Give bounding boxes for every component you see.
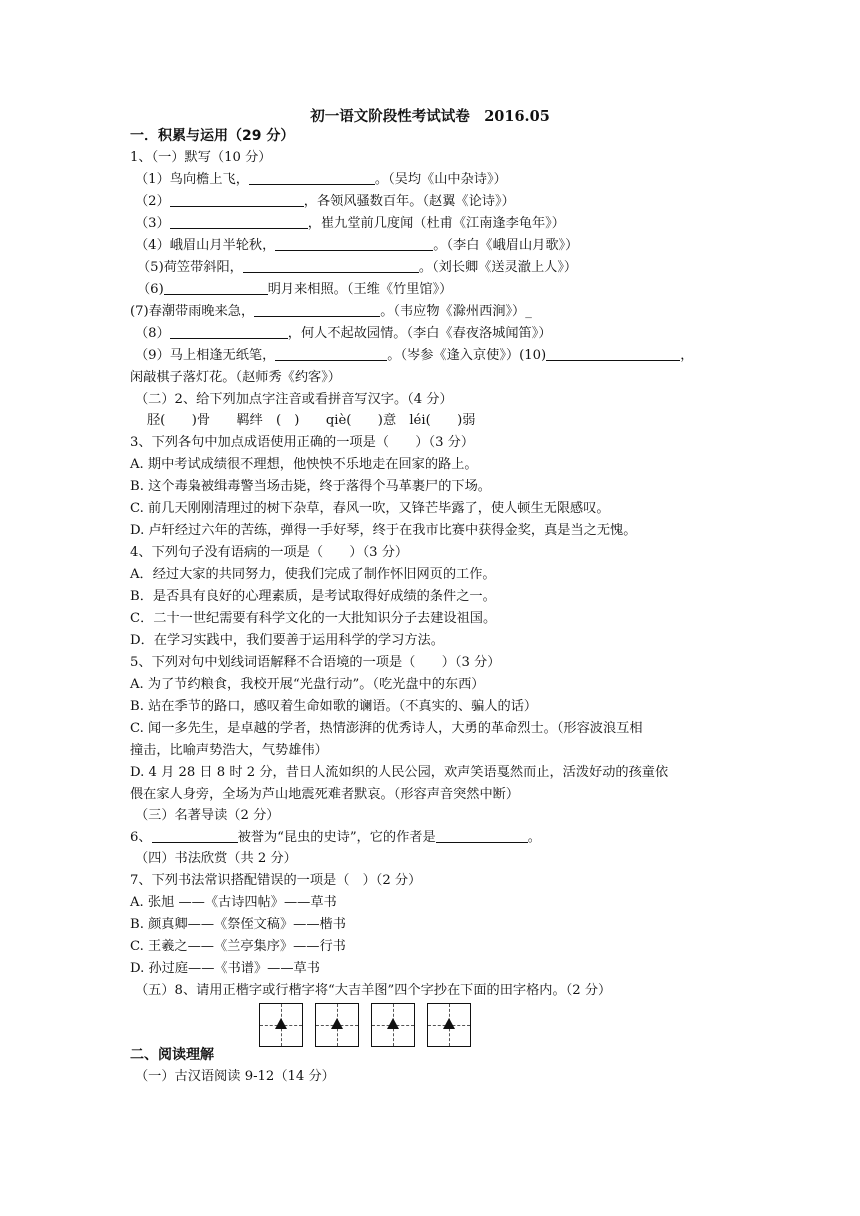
answer-blank[interactable] [254, 302, 380, 317]
q7-heading: 7、下列书法常识搭配错误的一项是（ ）（2 分） [130, 873, 422, 888]
option-a: A．经过大家的共同努力，使我们完成了制作怀旧网页的工作。 [130, 567, 496, 582]
q3-heading: 3、下列各句中加点成语使用正确的一项是（ ）（3 分） [130, 435, 475, 450]
q8-heading: （五）8、请用正楷字或行楷字将“大吉羊图”四个字抄在下面的田字格内。（2 分） [135, 983, 612, 998]
fill-line-2: （2） ，各领风骚数百年。（赵翼《论诗》） [135, 194, 515, 209]
option-b: B．是否具有良好的心理素质，是考试取得好成绩的条件之一。 [130, 589, 496, 604]
fill-line-q6: 6、 被誉为“昆虫的史诗”，它的作者是 。 [130, 830, 541, 845]
text-line: 闲敲棋子落灯花。（赵师秀《约客》） [130, 370, 341, 385]
option-b: B. 颜真卿——《祭侄文稿》——楷书 [130, 917, 346, 932]
fill-line-9: （9）马上相逢无纸笔， 。（岑参《逢入京使》）(10) ， [135, 348, 694, 363]
option-b: B. 这个毒枭被缉毒警当场击毙，终于落得个马革裹尸的下场。 [130, 479, 491, 494]
answer-blank[interactable] [275, 236, 433, 251]
answer-blank[interactable] [546, 346, 680, 361]
triangle-icon [331, 1018, 343, 1029]
q4-heading: 4、下列句子没有语病的一项是（ ）（3 分） [130, 545, 409, 560]
option-c: C. 前几天刚刚清理过的树下杂草，春风一吹，又锋芒毕露了，使人顿生无限感叹。 [130, 501, 610, 516]
option-d: D. 4 月 28 日 8 时 2 分，昔日人流如织的人民公园，欢声笑语戛然而止，活泼好动的孩童依 [130, 765, 669, 780]
fill-line-8: （8） ，何人不起故园情。（李白《春夜洛城闻笛》） [135, 326, 552, 341]
option-a: A. 期中考试成绩很不理想，他怏怏不乐地走在回家的路上。 [130, 457, 478, 472]
writing-box[interactable] [371, 1003, 415, 1047]
option-c: C．二十一世纪需要有科学文化的一大批知识分子去建设祖国。 [130, 611, 497, 626]
answer-blank[interactable] [436, 828, 528, 843]
text-line: 偎在家人身旁，全场为芦山地震死难者默哀。（形容声音突然中断） [130, 787, 520, 802]
option-c: C. 闻一多先生，是卓越的学者，热情澎湃的优秀诗人，大勇的革命烈士。（形容波浪互相 [130, 721, 643, 736]
section-2-subheading: （一）古汉语阅读 9-12（14 分） [135, 1069, 335, 1084]
answer-blank[interactable] [249, 170, 375, 185]
answer-blank[interactable] [243, 258, 419, 273]
section-heading-2: 二、阅读理解 [130, 1047, 214, 1063]
answer-blank[interactable] [170, 324, 288, 339]
option-b: B. 站在季节的路口，感叹着生命如歌的谰语。（不真实的、骗人的话） [130, 699, 538, 714]
fill-line-3: （3） ，崔九堂前几度闻（杜甫《江南逢李龟年》） [135, 216, 565, 231]
option-d: D. 孙过庭——《书谱》——草书 [130, 961, 320, 976]
fill-line-1: （1）鸟向檐上飞， 。（吴均《山中杂诗》） [135, 172, 507, 187]
writing-box[interactable] [427, 1003, 471, 1047]
option-d: D. 卢轩经过六年的苦练，弹得一手好琴，终于在我市比赛中获得金奖，真是当之无愧。 [130, 523, 637, 538]
section-heading-1: 一．积累与运用（29 分） [130, 128, 295, 144]
q1-heading: 1、（一）默写（10 分） [130, 150, 272, 165]
triangle-icon [275, 1018, 287, 1029]
q-section-3: （三）名著导读（2 分） [135, 808, 280, 823]
writing-box[interactable] [259, 1003, 303, 1047]
answer-blank[interactable] [275, 346, 387, 361]
option-d: D．在学习实践中，我们要善于运用科学的学习方法。 [130, 633, 444, 648]
q5-heading: 5、下列对句中划线词语解释不合语境的一项是（ ）（3 分） [130, 655, 501, 670]
answer-blank[interactable] [164, 280, 268, 295]
option-c: C. 王羲之——《兰亭集序》——行书 [130, 939, 346, 954]
writing-box[interactable] [315, 1003, 359, 1047]
text-line: 撞击，比喻声势浩大，气势雄伟） [130, 743, 328, 758]
page-title: 初一语文阶段性考试试卷 2016.05 [310, 108, 550, 125]
answer-blank[interactable] [152, 828, 238, 843]
fill-line-4: （4）峨眉山月半轮秋， 。（李白《峨眉山月歌》） [135, 238, 579, 253]
fill-line-6: （6) 明月来相照。（王维《竹里馆》） [137, 282, 453, 297]
fill-line-5: （5)荷笠带斜阳， 。（刘长卿《送灵澈上人》） [137, 260, 578, 275]
option-a: A. 为了节约粮食，我校开展“光盘行动”。（吃光盘中的东西） [130, 677, 485, 692]
q-section-4: （四）书法欣赏（共 2 分） [135, 851, 297, 866]
pinyin-items: 胫( )骨 羁绊 ( ) qiè( )意 léi( )弱 [147, 413, 476, 428]
answer-blank[interactable] [170, 214, 308, 229]
answer-blank[interactable] [170, 192, 304, 207]
triangle-icon [387, 1018, 399, 1029]
option-a: A. 张旭 ——《古诗四帖》——草书 [130, 895, 337, 910]
fill-line-7: (7)春潮带雨晚来急， 。（韦应物《滁州西涧》）_ [130, 304, 532, 319]
triangle-icon [443, 1018, 455, 1029]
q2-heading: （二）2、给下列加点字注音或看拼音写汉字。（4 分） [135, 392, 453, 407]
